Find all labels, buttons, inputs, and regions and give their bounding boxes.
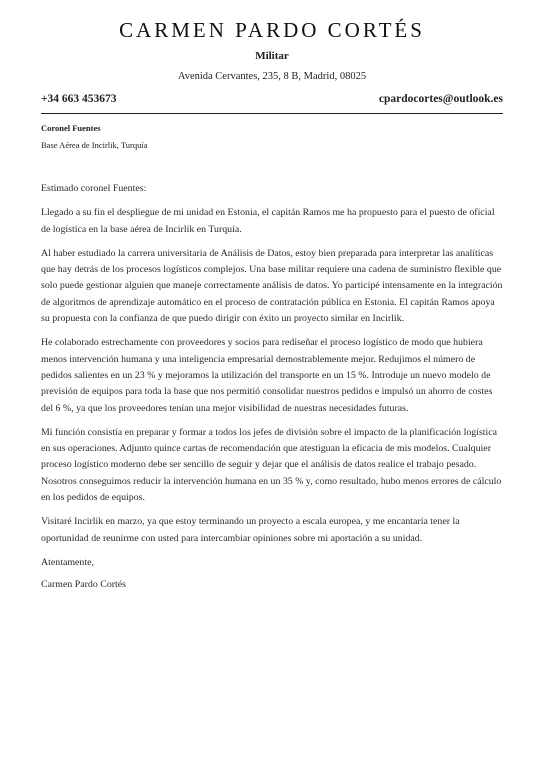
applicant-email: cpardocortes@outlook.es — [378, 93, 503, 105]
letter-closing: Atentamente, — [41, 556, 94, 568]
recipient-location: Base Aérea de Incirlik, Turquía — [41, 140, 148, 150]
letter-signature: Carmen Pardo Cortés — [41, 579, 127, 591]
header-divider — [41, 113, 503, 114]
applicant-address: Avenida Cervantes, 235, 8 B, Madrid, 08025 — [177, 71, 367, 82]
letter-greeting: Estimado coronel Fuentes: — [41, 183, 147, 194]
letter-body — [41, 181, 503, 602]
letter-paragraph: Llegado a su fin el despliegue de mi unidad en Estonia, el capitán Ramos me ha propuesto para el puesto de oficial de logística en la base aérea de Incirlik en Turquía. — [41, 207, 495, 235]
letter-paragraph: Mi función consistía en preparar y formar a todos los jefes de división sobre el impacto de la planificación logística en sus operaciones. Adjunto quince cartas de recomendación que atestiguan la eficacia de mis modelos. Cualquier proceso logístico moderno debe ser sencillo de seguir y dejar que el análisis de datos realice el trabajo pesado. Nosotros conseguimos reducir la intervención humana en un 35 % y, como resultado, hubo menos errores de cálculo en los pedidos de equipos. — [41, 426, 502, 504]
applicant-name: CARMEN PARDO CORTÉS — [119, 18, 425, 42]
letter-paragraph: He colaborado estrechamente con proveedores y socios para rediseñar el proceso logístico de modo que hubiera menos intervención humana y una inteligencia empresarial demostrablemente mejor. Redujimos el número de pedidos salientes en un 23 % y mejoramos la utilización del transporte en un 15 %. Introduje un nuevo modelo de previsión de equipos para toda la base que nos permitió consolidar nuestros pedidos e impulsó un ahorro de costes del 6 %, ya que los proveedores tenían una mejor visibilidad de nuestras necesidades futuras. — [41, 337, 493, 414]
letter-paragraph: Al haber estudiado la carrera universitaria de Análisis de Datos, estoy bien preparada para interpretar las analíticas que hay detrás de los procesos logísticos complejos. Una base militar requiere una cadena de suministro flexible que solo puede gestionar alguien que maneje correctamente análisis de datos. Yo participé intensamente en la integración de algoritmos de aprendizaje automático en el proceso de contratación pública en Estonia. El capitán Ramos apoya su propuesta con la confianza de que puedo dirigir con éxito un proyecto similar en Incirlik. — [41, 247, 503, 325]
recipient-name: Coronel Fuentes — [41, 123, 101, 133]
letter-paragraph: Visitaré Incirlik en marzo, ya que estoy terminando un proyecto a escala europea, y me encantaría tener la oportunidad de reunirme con usted para intercambiar opiniones sobre mi aportación a su unidad. — [41, 516, 460, 544]
applicant-phone: +34 663 453673 — [41, 93, 117, 105]
applicant-role: Militar — [255, 50, 289, 62]
